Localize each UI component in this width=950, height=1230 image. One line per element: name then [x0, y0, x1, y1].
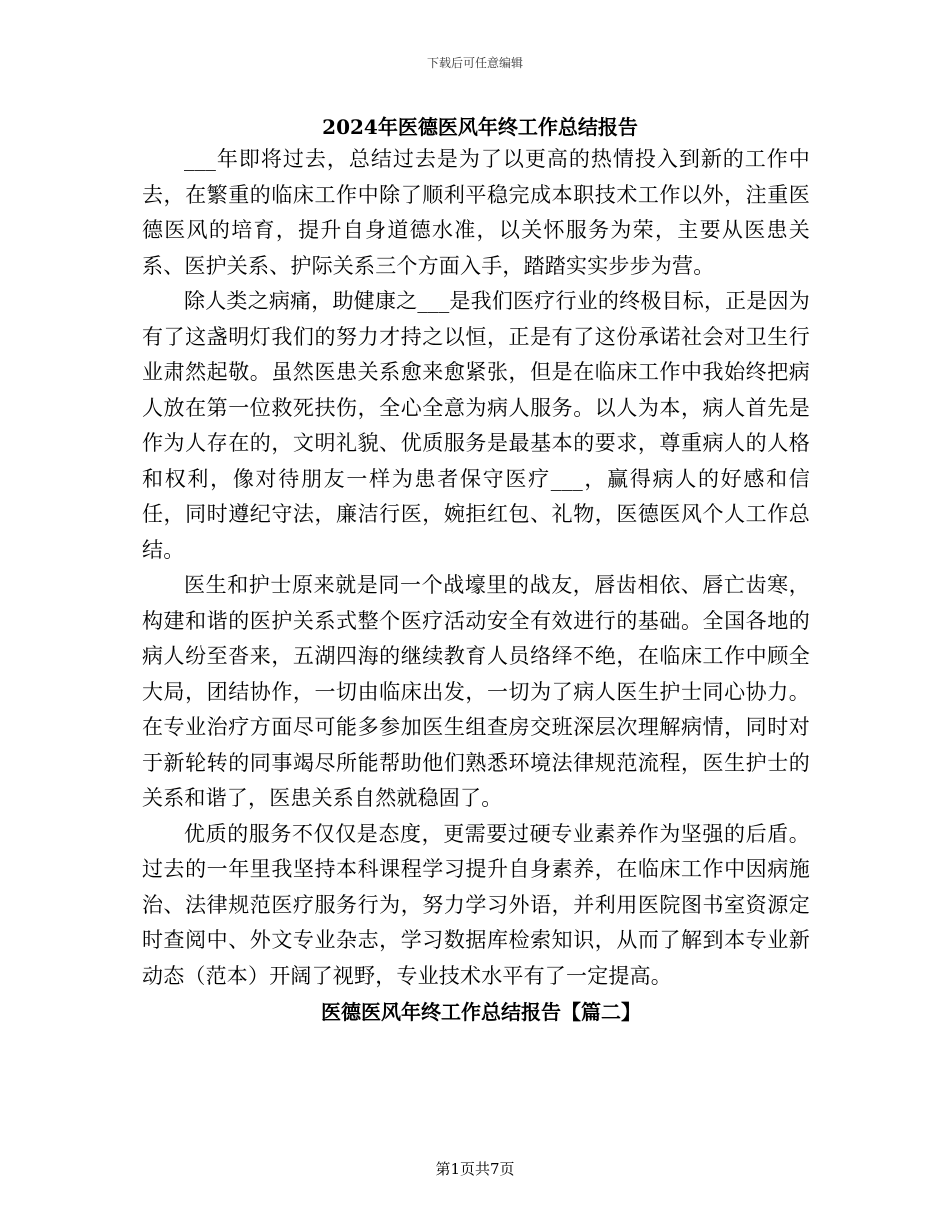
document-body	[142, 112, 810, 1030]
paragraph-1: ___年即将过去，总结过去是为了以更高的热情投入到新的工作中去，在繁重的临床工作中除了顺利平稳完成本职技术工作以外，注重医德医风的培育，提升自身道德水准，以关怀服务为荣，主要从医患关系、医护关系、护际关系三个方面入手，踏踏实实步步为营。	[142, 147, 810, 278]
paragraph-4: 优质的服务不仅仅是态度，更需要过硬专业素养作为坚强的后盾。过去的一年里我坚持本科课程学习提升自身素养，在临床工作中因病施治、法律规范医疗服务行为，努力学习外语，并利用医院图书室资源定时查阅中、外文专业杂志，学习数据库检索知识，从而了解到本专业新动态（范本）开阔了视野，专业技术水平有了一定提高。	[142, 821, 810, 988]
document-title: 2024年医德医风年终工作总结报告	[322, 115, 638, 139]
paragraph-3: 医生和护士原来就是同一个战壕里的战友，唇齿相依、唇亡齿寒，构建和谐的医护关系式整个医疗活动安全有效进行的基础。全国各地的病人纷至沓来，五湖四海的继续教育人员络绎不绝，在临床工作中顾全大局，团结协作，一切由临床出发，一切为了病人医生护士同心协力。在专业治疗方面尽可能多参加医生组查房交班深层次理解病情，同时对于新轮转的同事竭尽所能帮助他们熟悉环境法律规范流程，医生护士的关系和谐了，医患关系自然就稳固了。	[142, 573, 810, 810]
paragraph-2: 除人类之病痛，助健康之___是我们医疗行业的终极目标，正是因为有了这盏明灯我们的努力才持之以恒，正是有了这份承诺社会对卫生行业肃然起敬。虽然医患关系愈来愈紧张，但是在临床工作中我始终把病人放在第一位救死扶伤，全心全意为病人服务。以人为本，病人首先是作为人存在的，文明礼貌、优质服务是最基本的要求，尊重病人的人格和权利，像对待朋友一样为患者保守医疗___，赢得病人的好感和信任，同时遵纪守法，廉洁行医，婉拒红包、礼物，医德医风个人工作总结。	[142, 289, 810, 562]
page-footer: 第1页共7页	[435, 1160, 515, 1178]
section-title: 医德医风年终工作总结报告【篇二】	[321, 1000, 641, 1024]
header-note: 下载后可任意编辑	[426, 56, 523, 70]
